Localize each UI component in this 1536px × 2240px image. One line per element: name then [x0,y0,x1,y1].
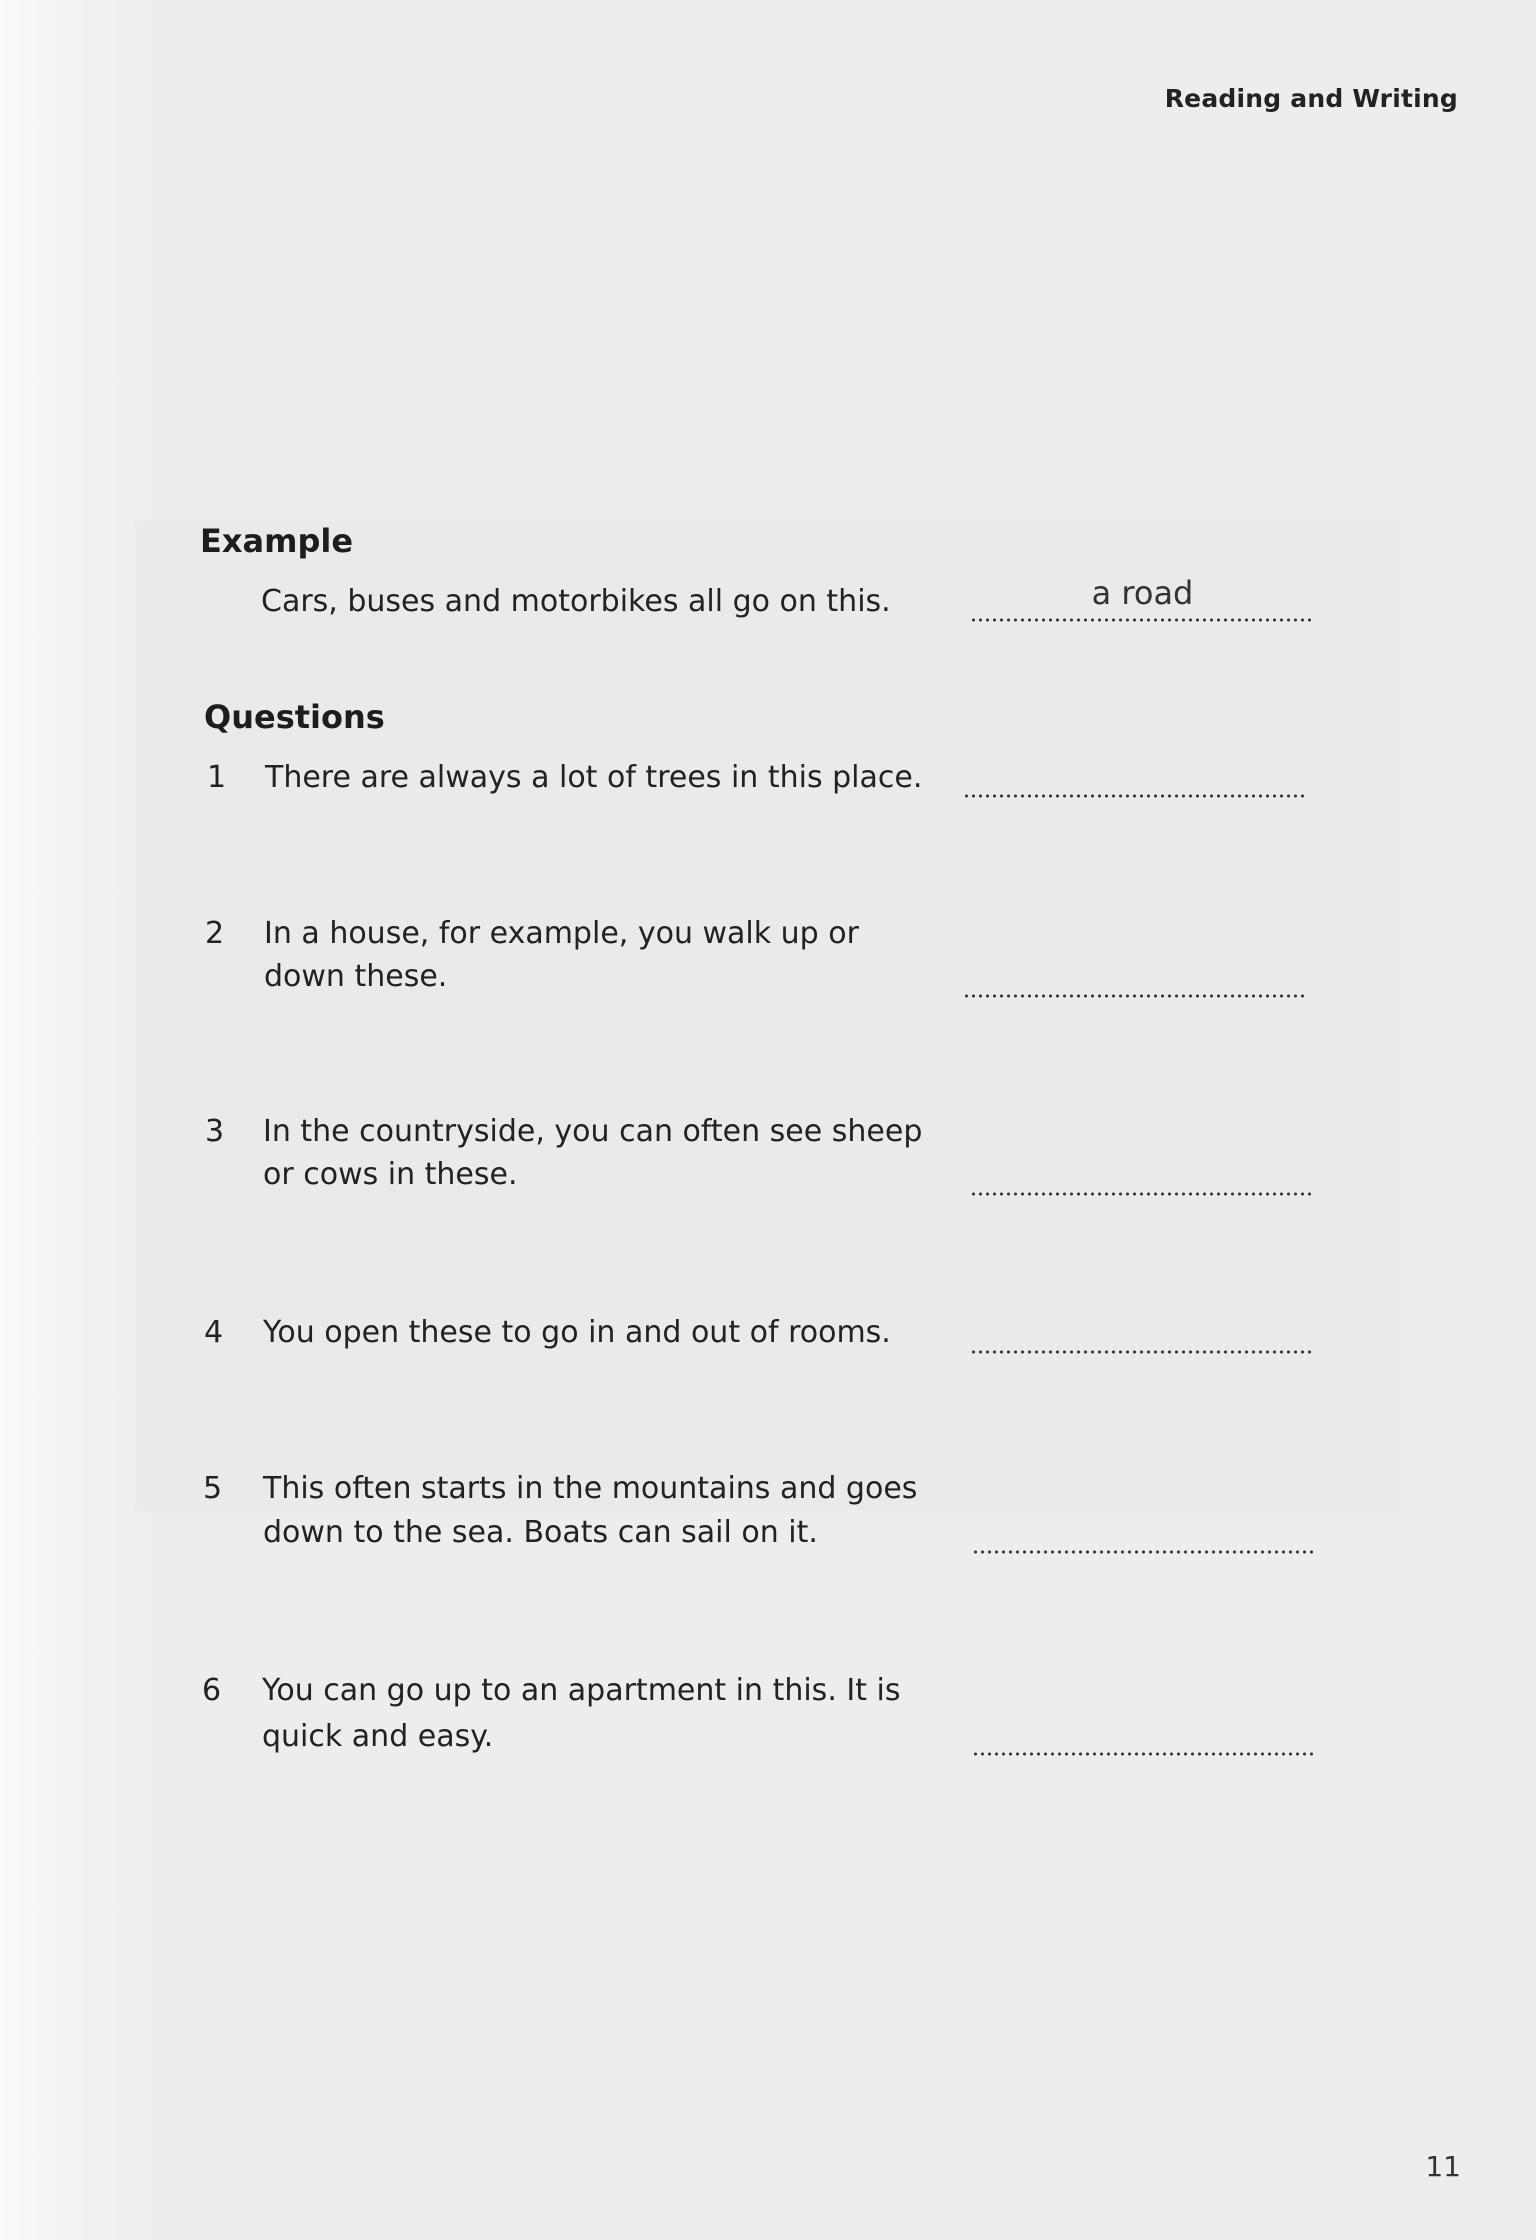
question-text-line: down to the sea. Boats can sail on it. [263,1515,818,1550]
answer-line-5[interactable] [972,1550,1317,1554]
example-answer: a road [1091,574,1194,612]
answer-line-2[interactable] [963,994,1308,998]
question-text-line: In a house, for example, you walk up or [264,916,859,951]
faded-background-illustration [135,522,1400,1510]
questions-heading: Questions [204,698,385,736]
question-number: 2 [205,916,225,951]
question-number: 5 [203,1471,223,1506]
example-answer-line[interactable] [970,618,1315,622]
question-text-line: You can go up to an apartment in this. It is [262,1673,901,1708]
question-number: 4 [204,1315,224,1350]
question-text-line: You open these to go in and out of rooms. [263,1315,891,1350]
section-title: Reading and Writing [1164,84,1458,113]
answer-line-1[interactable] [963,794,1308,798]
answer-line-4[interactable] [970,1350,1315,1354]
question-text-line: quick and easy. [262,1719,494,1754]
example-question-text: Cars, buses and motorbikes all go on this. [261,584,891,619]
question-number: 3 [205,1114,225,1149]
question-text-line: or cows in these. [263,1157,518,1192]
question-number: 1 [207,760,227,795]
page-number: 11 [1425,2150,1461,2183]
question-text-line: This often starts in the mountains and goes [263,1471,918,1506]
example-heading: Example [200,522,354,560]
answer-line-3[interactable] [970,1192,1315,1196]
question-number: 6 [202,1673,222,1708]
answer-line-6[interactable] [972,1752,1317,1756]
question-text-line: There are always a lot of trees in this place. [265,760,923,795]
question-text-line: In the countryside, you can often see sheep [263,1114,923,1149]
question-text-line: down these. [264,959,448,994]
